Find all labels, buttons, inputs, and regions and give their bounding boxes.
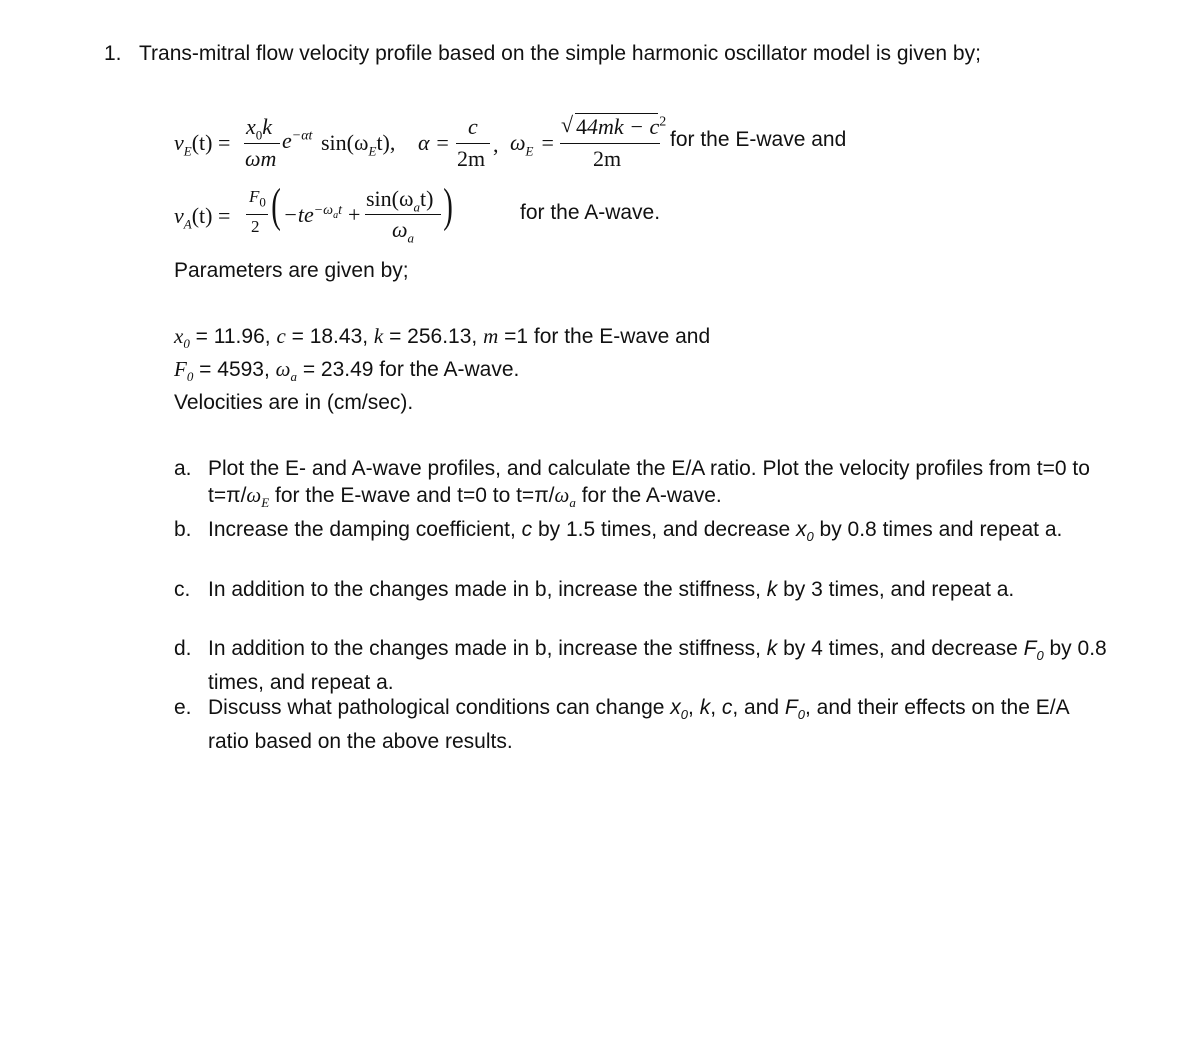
sqrt-sign: √ — [561, 112, 574, 137]
parameters-units: Velocities are in (cm/sec). — [174, 391, 414, 414]
sqrt-expression: $44mk - c^2$ — [576, 114, 667, 139]
question-number: 1. — [104, 42, 122, 65]
a-wave-label: for the A-wave. — [520, 201, 661, 224]
parameters-line-a: $F_0 = 4593$, $\omega_a = 23.49$ for the A-wave. — [174, 357, 520, 385]
comma: , — [493, 132, 499, 157]
va-numerator: $F_0$ — [249, 187, 266, 210]
question-intro: Trans-mitral flow velocity profile based on the simple harmonic oscillator model is given by; — [139, 42, 981, 65]
sin-a-denominator: $\omega_a$ — [392, 217, 415, 246]
left-paren: ( — [271, 179, 281, 232]
alpha-numerator: c — [468, 114, 478, 139]
ve-numerator: $x_0k$ — [246, 114, 273, 143]
alpha-fraction-bar — [456, 143, 490, 144]
va-lhs: $v_A(t)$ = — [174, 203, 231, 232]
ve-sine: $\sin(\omega_Et)$, — [321, 130, 396, 159]
va-denominator: 2 — [251, 217, 260, 236]
ve-lhs: $v_E(t)$ = — [174, 130, 231, 159]
alpha-denominator: 2m — [457, 146, 486, 171]
parameters-line-e: $x_0 = 11.96$, c = 18.43, k = 256.13, m =1 for the E-wave and — [174, 324, 711, 352]
va-fraction-bar — [246, 214, 268, 215]
parameters-heading: Parameters are given by; — [174, 259, 409, 282]
alpha-def: α = — [418, 130, 450, 155]
ve-fraction-bar — [244, 143, 280, 144]
te-term: $-te^{-\omega_at}$ — [283, 202, 342, 227]
ve-exponential: $e^{-\alpha t}$ — [282, 128, 313, 153]
sin-a-numerator: $\sin(\omega_at)$ — [366, 186, 434, 215]
plus-sign: + — [348, 202, 361, 227]
ve-denominator: ωm — [245, 146, 277, 171]
right-paren: ) — [443, 179, 453, 232]
sin-a-fraction-bar — [365, 214, 441, 215]
omega-e-denominator: 2m — [593, 146, 622, 171]
e-wave-label: for the E-wave and — [670, 128, 847, 151]
omega-e-fraction-bar — [560, 143, 660, 144]
omega-e-def: $\omega_E$ = — [510, 130, 554, 159]
